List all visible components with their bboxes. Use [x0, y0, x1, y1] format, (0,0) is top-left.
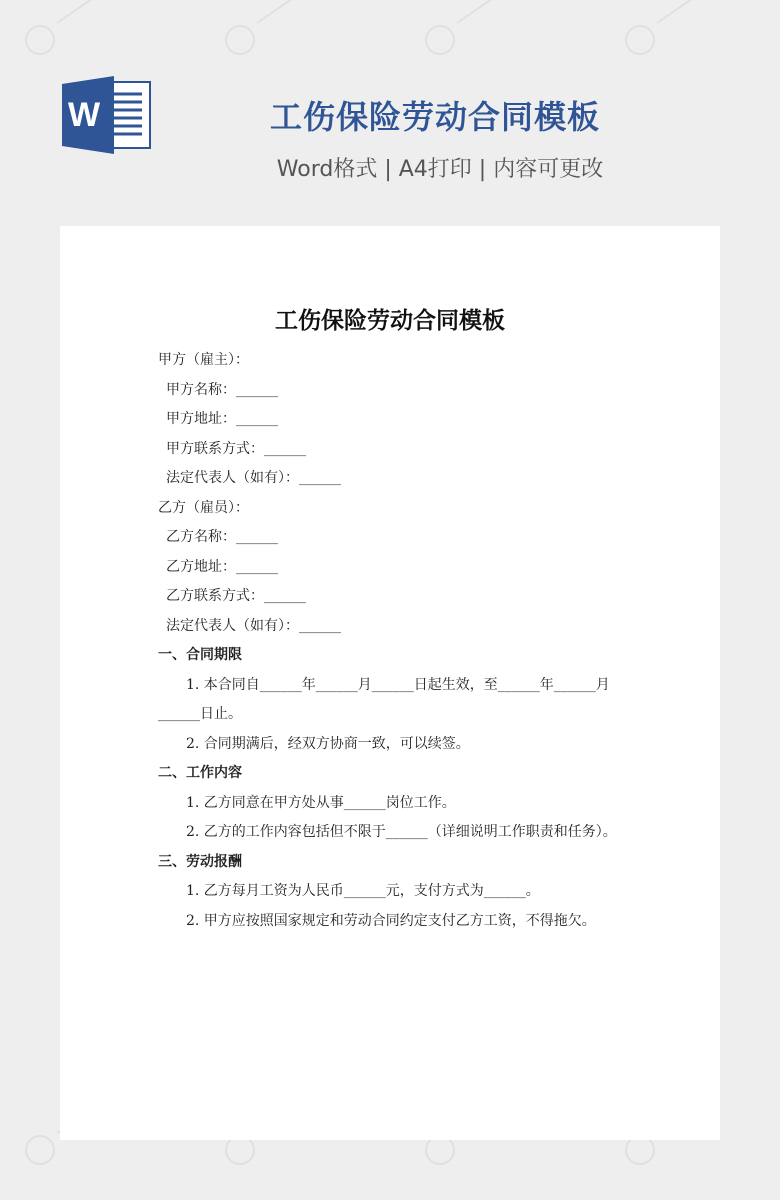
party-b-address: 乙方地址：______: [166, 558, 278, 575]
document-body: [158, 346, 620, 936]
party-a-contact: 甲方联系方式：______: [166, 440, 306, 457]
section-heading-work: 二、工作内容: [158, 765, 242, 781]
section-term-item-2: 2. 合同期满后，经双方协商一致，可以续签。: [186, 735, 470, 752]
party-b-heading: 乙方（雇员）：: [158, 499, 249, 516]
party-a-heading: 甲方（雇主）：: [158, 352, 249, 368]
section-heading-pay: 三、劳动报酬: [158, 853, 242, 870]
section-term-item-1: 1. 本合同自______年______月______日起生效，至______年______月______日止。: [158, 676, 610, 722]
party-b-contact: 乙方联系方式：______: [166, 588, 306, 604]
section-pay-item-1: 1. 乙方每月工资为人民币______元，支付方式为______。: [186, 883, 540, 899]
document-title: 工伤保险劳动合同模板: [275, 307, 505, 334]
party-a-name: 甲方名称：______: [166, 381, 278, 398]
section-pay-item-2: 2. 甲方应按照国家规定和劳动合同约定支付乙方工资，不得拖欠。: [186, 912, 596, 929]
party-b-representative: 法定代表人（如有）：______: [166, 617, 341, 634]
page-title: 工伤保险劳动合同模板: [269, 98, 600, 136]
section-work-item-2: 2. 乙方的工作内容包括但不限于______（详细说明工作职责和任务）。: [186, 824, 617, 840]
word-icon-letter: W: [67, 96, 101, 134]
page-subtitle: Word格式 | A4打印 | 内容可更改: [276, 157, 604, 182]
document-page: [60, 226, 720, 1140]
section-work-item-1: 1. 乙方同意在甲方处从事______岗位工作。: [186, 794, 456, 811]
party-b-name: 乙方名称：______: [166, 529, 278, 545]
party-a-address: 甲方地址：______: [166, 411, 278, 427]
section-heading-term: 一、合同期限: [158, 647, 242, 663]
party-a-representative: 法定代表人（如有）：______: [166, 470, 341, 486]
